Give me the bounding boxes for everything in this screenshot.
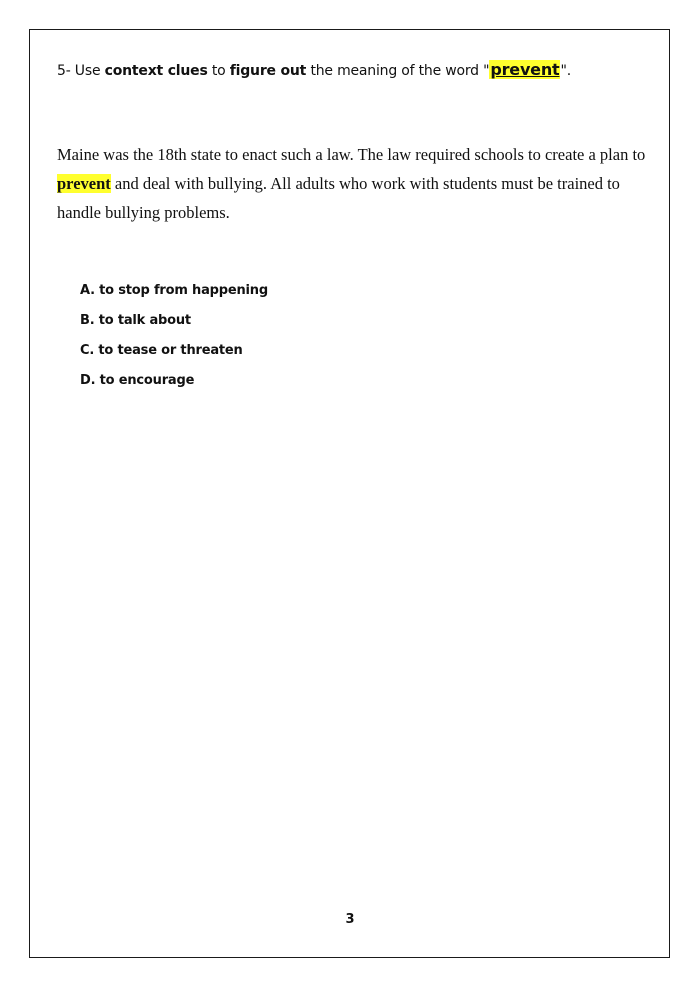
question-text-connector: to [207,63,230,79]
option-c[interactable]: C. to tease or threaten [80,343,243,358]
question-prompt [57,60,571,79]
question-text-tail: the meaning of the word " [306,63,490,79]
option-a[interactable]: A. to stop from happening [80,283,268,298]
option-d[interactable]: D. to encourage [80,373,195,388]
question-end-quote: ". [560,63,571,79]
reading-passage [57,140,647,227]
term-figure-out: figure out [229,63,307,79]
passage-highlighted-word: prevent [57,174,111,193]
answer-options [80,281,268,401]
target-word-highlight: prevent [490,60,560,79]
passage-text-end: and deal with bullying. All adults who work with students must be trained to handle bullying problems. [57,174,620,222]
option-b[interactable]: B. to talk about [80,313,191,328]
question-number: 5- Use [57,63,105,79]
page-number: 3 [345,912,355,927]
passage-text-start: Maine was the 18th state to enact such a law. The law required schools to create a plan to [57,145,646,164]
term-context-clues: context clues [104,63,208,79]
